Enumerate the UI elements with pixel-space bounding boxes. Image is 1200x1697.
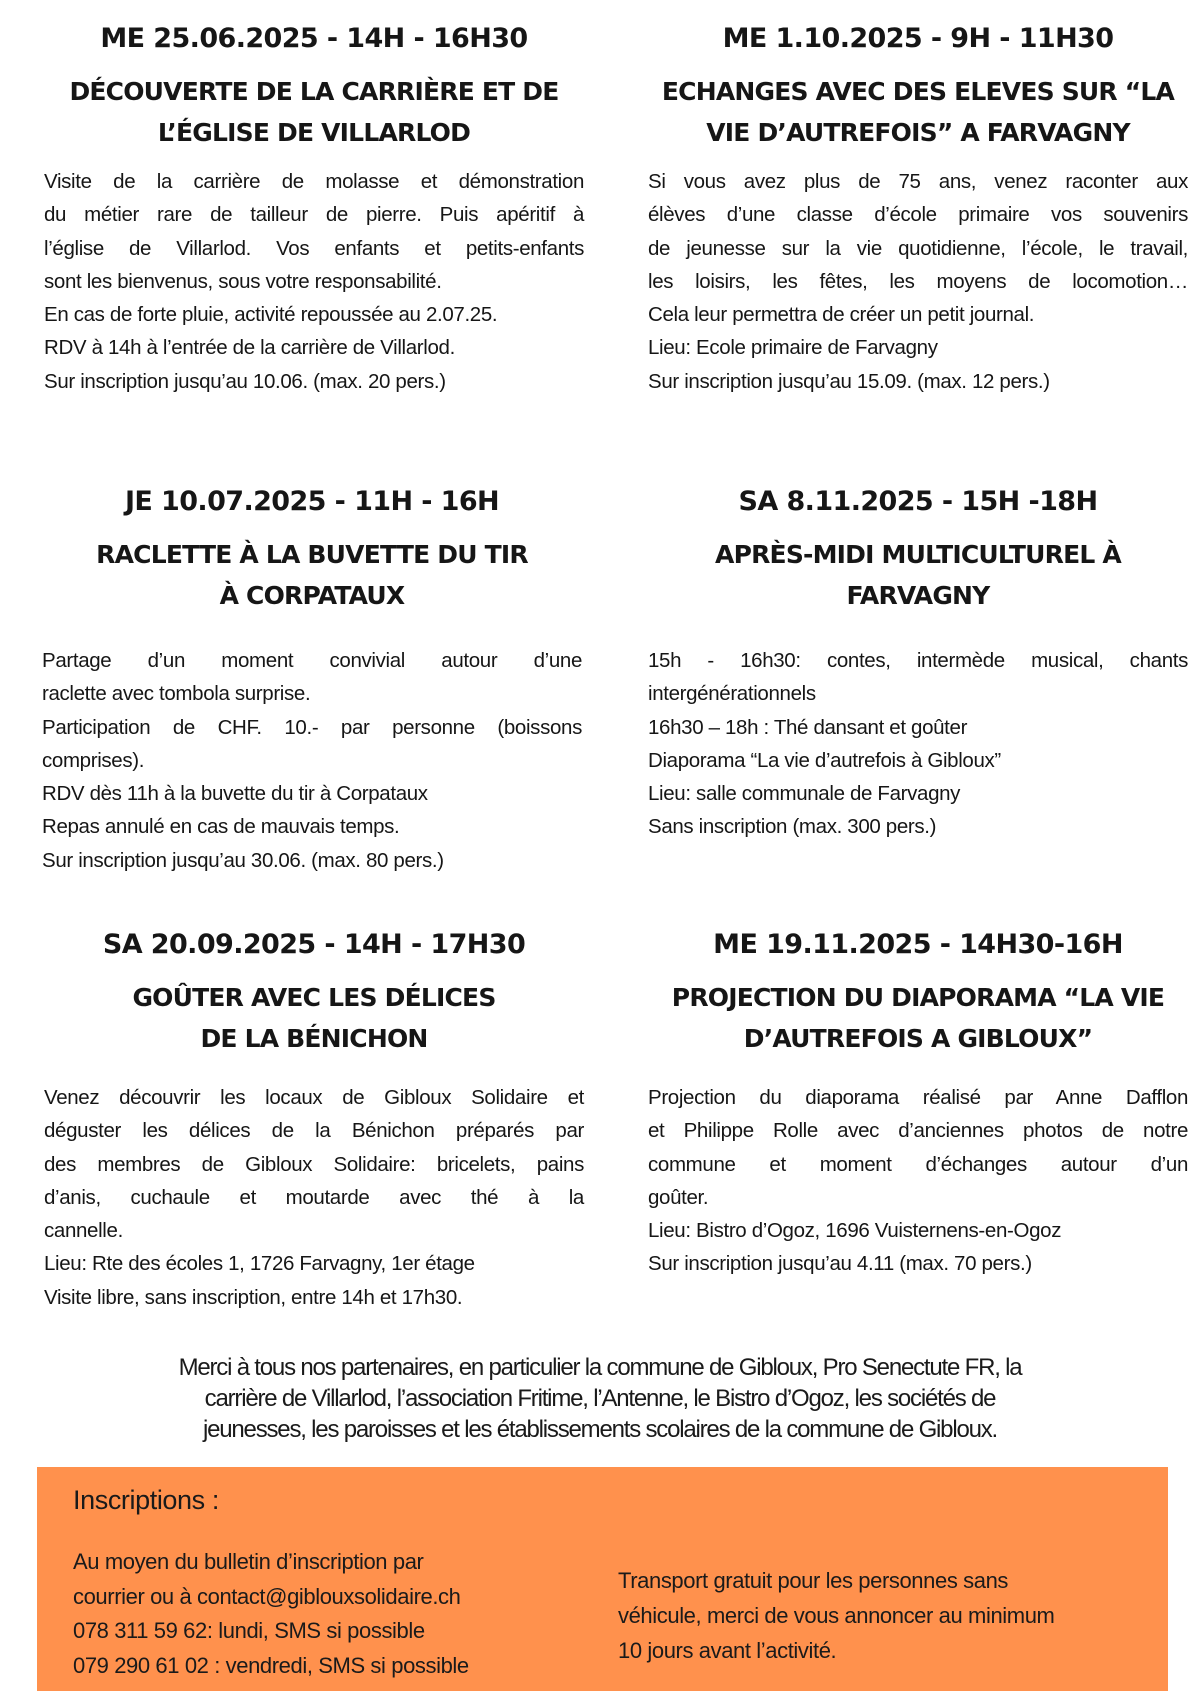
event-description: [44, 1081, 584, 1314]
event-description-line: Lieu: Bistro d’Ogoz, 1696 Vuisternens-en-Ogoz: [648, 1219, 1062, 1243]
event-card-diaporama: [648, 928, 1188, 1281]
event-title-line: D’AUTREFOIS A GIBLOUX”: [743, 1024, 1093, 1053]
event-description-line: Sans inscription (max. 300 pers.): [648, 815, 937, 839]
transport-line: véhicule, merci de vous annoncer au minimum: [618, 1603, 1055, 1628]
event-description-line: goûter.: [648, 1185, 709, 1209]
event-description-line: et Philippe Rolle avec d’anciennes photos de notre: [648, 1119, 1188, 1143]
event-title-line: VIE D’AUTREFOIS” A FARVAGNY: [706, 118, 1130, 147]
event-description: [648, 165, 1188, 398]
event-description-line: raclette avec tombola surprise.: [42, 682, 311, 706]
event-description-line: déguster les délices de la Bénichon préparés par: [44, 1119, 584, 1143]
event-title-line: RACLETTE À LA BUVETTE DU TIR: [96, 540, 528, 569]
event-description-line: Participation de CHF. 10.- par personne (boissons: [42, 715, 582, 739]
event-title-line: FARVAGNY: [846, 581, 990, 610]
event-title-line: PROJECTION DU DIAPORAMA “LA VIE: [671, 983, 1165, 1012]
event-description-line: sont les bienvenus, sous votre responsabilité.: [44, 269, 442, 293]
event-description-line: Lieu: Ecole primaire de Farvagny: [648, 336, 938, 360]
event-description-line: Sur inscription jusqu’au 30.06. (max. 80 pers.): [42, 848, 444, 872]
event-title: [648, 977, 1188, 1059]
event-description-line: Diaporama “La vie d’autrefois à Gibloux”: [648, 748, 1001, 772]
transport-info: [618, 1563, 1054, 1668]
thanks-line: Merci à tous nos partenaires, en particulier la commune de Gibloux, Pro Senectute FR, la: [178, 1354, 1022, 1381]
event-card-farvagny-students: [648, 22, 1188, 398]
partners-thanks: [40, 1352, 1160, 1445]
inscriptions-box: [37, 1467, 1168, 1691]
phone-monday[interactable]: 078 311 59 62: lundi, SMS si possible: [73, 1618, 425, 1643]
thanks-line: jeunesses, les paroisses et les établissements scolaires de la commune de Gibloux.: [202, 1416, 998, 1443]
event-title: [44, 977, 584, 1059]
event-description-line: comprises).: [42, 748, 145, 772]
event-card-villarlod: [44, 22, 584, 398]
event-description-line: Sur inscription jusqu’au 4.11 (max. 70 pers.): [648, 1252, 1032, 1276]
event-description-line: RDV à 14h à l’entrée de la carrière de Villarlod.: [44, 336, 455, 360]
event-description-line: l’église de Villarlod. Vos enfants et petits-enfants: [44, 236, 584, 260]
phone-friday[interactable]: 079 290 61 02 : vendredi, SMS si possible: [73, 1652, 469, 1678]
event-title: [44, 71, 584, 153]
event-description-line: cannelle.: [44, 1219, 123, 1243]
event-card-multiculturel: [648, 485, 1188, 844]
event-description-line: de jeunesse sur la vie quotidienne, l’école, le travail,: [648, 236, 1188, 260]
event-title: [648, 71, 1188, 153]
event-title: [42, 534, 582, 616]
event-description-line: des membres de Gibloux Solidaire: bricelets, pains: [44, 1152, 584, 1176]
event-description-line: Partage d’un moment convivial autour d’une: [42, 649, 582, 672]
transport-line: Transport gratuit pour les personnes sans: [618, 1568, 1008, 1593]
event-description-line: Lieu: Rte des écoles 1, 1726 Farvagny, 1er étage: [44, 1252, 475, 1276]
event-description-line: Cela leur permettra de créer un petit journal.: [648, 303, 1035, 327]
event-title-line: À CORPATAUX: [219, 581, 405, 610]
event-card-raclette: [42, 485, 582, 877]
event-description-line: Visite libre, sans inscription, entre 14h et 17h30.: [44, 1285, 463, 1309]
event-description-line: du métier rare de tailleur de pierre. Puis apéritif à: [44, 203, 584, 227]
event-title-line: DÉCOUVERTE DE LA CARRIÈRE ET DE: [69, 77, 559, 106]
event-description: [648, 1081, 1188, 1281]
event-card-benichon: [44, 928, 584, 1314]
event-title-line: APRÈS-MIDI MULTICULTUREL À: [715, 540, 1121, 569]
event-date: SA 20.09.2025 - 14H - 17H30: [102, 929, 526, 960]
event-title: [648, 534, 1188, 616]
event-description-line: En cas de forte pluie, activité repoussée au 2.07.25.: [44, 303, 498, 327]
event-description-line: Sur inscription jusqu’au 15.09. (max. 12 pers.): [648, 369, 1050, 393]
event-description-line: les loisirs, les fêtes, les moyens de locomotion…: [648, 269, 1188, 293]
event-description-line: commune et moment d’échanges autour d’un: [648, 1152, 1188, 1176]
event-date: ME 1.10.2025 - 9H - 11H30: [722, 23, 1114, 54]
event-description-line: RDV dès 11h à la buvette du tir à Corpataux: [42, 782, 428, 806]
event-title-line: GOÛTER AVEC LES DÉLICES: [132, 983, 496, 1012]
event-description-line: Si vous avez plus de 75 ans, venez raconter aux: [648, 170, 1188, 193]
event-description-line: d’anis, cuchaule et moutarde avec thé à la: [44, 1185, 584, 1209]
event-description-line: Lieu: salle communale de Farvagny: [648, 782, 961, 806]
event-description: [42, 644, 582, 877]
event-title-line: DE LA BÉNICHON: [200, 1024, 428, 1053]
transport-line: 10 jours avant l’activité.: [618, 1638, 837, 1663]
event-description-line: 16h30 – 18h : Thé dansant et goûter: [648, 715, 968, 739]
event-description-line: Projection du diaporama réalisé par Anne Dafflon: [648, 1086, 1188, 1109]
event-date: ME 19.11.2025 - 14H30-16H: [713, 929, 1123, 960]
event-description: [648, 644, 1188, 844]
event-description: [44, 165, 584, 398]
email-link[interactable]: contact@giblouxsolidaire.ch: [197, 1583, 461, 1609]
event-description-line: 15h - 16h30: contes, intermède musical, chants: [648, 649, 1188, 672]
event-title-line: ECHANGES AVEC DES ELEVES SUR “LA: [661, 77, 1175, 106]
event-description-line: Sur inscription jusqu’au 10.06. (max. 20 pers.): [44, 369, 446, 393]
event-description-line: élèves d’une classe d’école primaire vos souvenirs: [648, 203, 1188, 227]
thanks-line: carrière de Villarlod, l’association Fritime, l’Antenne, le Bistro d’Ogoz, les sociétés de: [204, 1385, 996, 1412]
inscriptions-email-line: courrier ou à contact@giblouxsolidaire.ch: [73, 1583, 461, 1609]
inscriptions-line: Au moyen du bulletin d’inscription par: [73, 1549, 424, 1574]
event-description-line: intergénérationnels: [648, 682, 816, 706]
inscriptions-contact: [73, 1545, 469, 1683]
event-description-line: Visite de la carrière de molasse et démonstration: [44, 170, 584, 193]
event-title-line: L’ÉGLISE DE VILLARLOD: [157, 118, 471, 147]
event-date: ME 25.06.2025 - 14H - 16H30: [100, 23, 528, 54]
event-description-line: Repas annulé en cas de mauvais temps.: [42, 815, 400, 839]
event-description-line: Venez découvrir les locaux de Gibloux Solidaire et: [44, 1086, 584, 1109]
event-date: JE 10.07.2025 - 11H - 16H: [124, 486, 500, 517]
event-date: SA 8.11.2025 - 15H -18H: [738, 486, 1098, 517]
inscriptions-title: Inscriptions :: [73, 1485, 219, 1515]
